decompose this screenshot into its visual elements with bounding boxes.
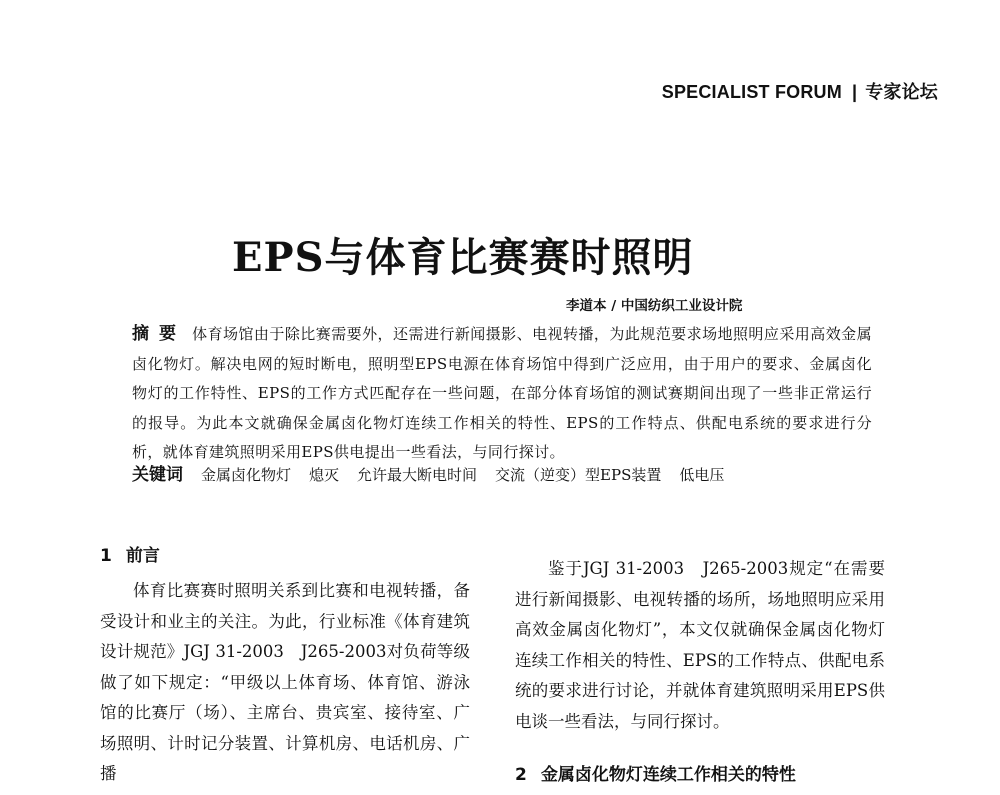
body-paragraph: 鉴于JGJ 31-2003 J265-2003规定“在需要进行新闻摄影、电视转播的场所，场地照明应采用高效金属卤化物灯”，本文仅就确保金属卤化物灯连续工作相关的特性、EPS的工作特点、供配电系统的要求进行讨论，并就体育建筑照明采用EPS供电谈一些看法，与同行探讨。 <box>515 559 885 731</box>
section-name-english: SPECIALIST FORUM <box>661 82 842 102</box>
keyword-item: 金属卤化物灯 <box>201 466 292 484</box>
section-heading-metal-halide <box>515 759 885 791</box>
section-title: 金属卤化物灯连续工作相关的特性 <box>540 765 796 785</box>
keyword-item: 低电压 <box>679 466 725 484</box>
article-title: EPS与体育比赛赛时照明 <box>232 234 694 281</box>
body-column-right <box>515 554 885 795</box>
keyword-item: 交流（逆变）型EPS装置 <box>495 466 662 484</box>
header-separator: | <box>851 82 858 102</box>
body-column-left <box>100 540 470 790</box>
author-affiliation: 李道本 / 中国纺织工业设计院 <box>566 298 743 314</box>
section-heading-introduction <box>100 540 470 572</box>
section-title: 前言 <box>125 546 160 566</box>
section-name-chinese: 专家论坛 <box>865 82 938 103</box>
keywords-label: 关键词 <box>132 465 183 485</box>
section-number: 1 <box>100 546 112 566</box>
keyword-item: 熄灭 <box>309 466 340 484</box>
keyword-item: 允许最大断电时间 <box>357 466 478 484</box>
journal-section-header <box>662 78 938 104</box>
abstract-block <box>132 320 872 468</box>
abstract-label: 摘要 <box>132 324 187 344</box>
keywords-block <box>132 461 872 489</box>
abstract-text: 体育场馆由于除比赛需要外，还需进行新闻摄影、电视转播，为此规范要求场地照明应采用高效金属卤化物灯。解决电网的短时断电，照明型EPS电源在体育场馆中得到广泛应用，由于用户的要求、金属卤化物灯的工作特性、EPS的工作方式匹配存在一些问题，在部分体育场馆的测试赛期间出现了一些非正常运行的报导。为此本文就确保金属卤化物灯连续工作相关的特性、EPS的工作特点、供配电系统的要求进行分析，就体育建筑照明采用EPS供电提出一些看法，与同行探讨。 <box>132 325 872 461</box>
body-paragraph: 体育比赛赛时照明关系到比赛和电视转播，备受设计和业主的关注。为此，行业标准《体育建筑设计规范》JGJ 31-2003 J265-2003对负荷等级做了如下规定：“甲级以上体育场、体育馆、游泳馆的比赛厅（场）、主席台、贵宾室、接待室、广场照明、计时记分装置、计算机房、电话机房、广播 <box>100 581 470 783</box>
section-number: 2 <box>515 765 527 785</box>
